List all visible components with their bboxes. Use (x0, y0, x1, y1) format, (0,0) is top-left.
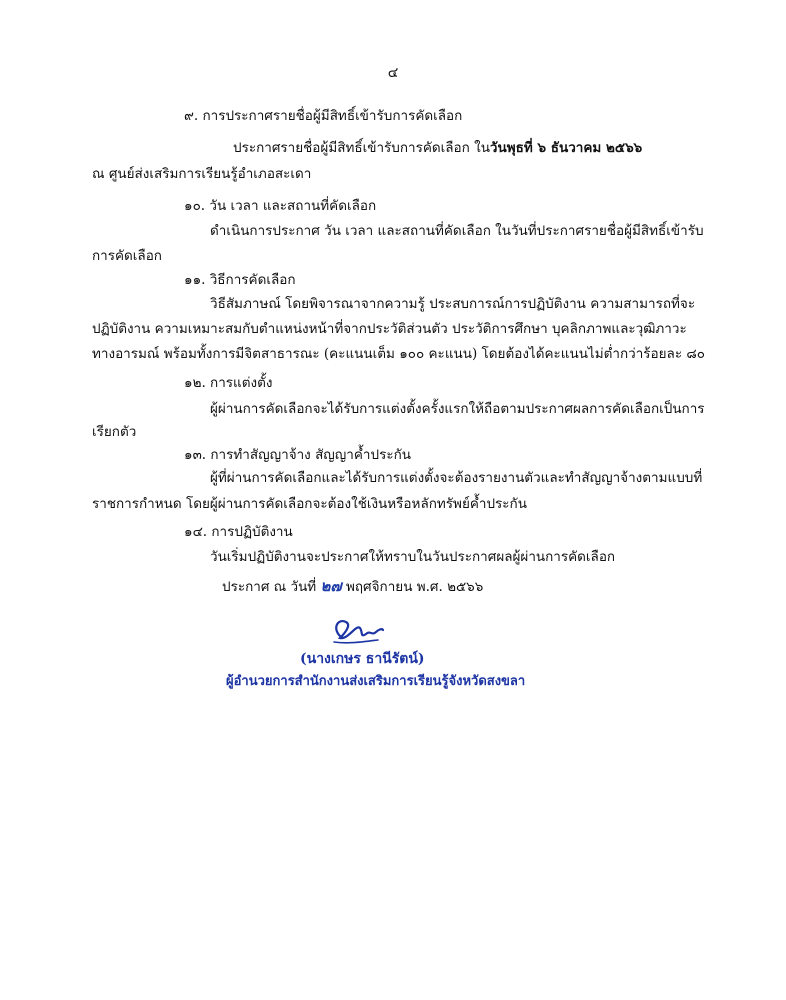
section-9-date: วันพุธที่ ๖ ธันวาคม ๒๕๖๖ (489, 140, 643, 156)
section-11-line-2: ปฏิบัติงาน ความเหมาะสมกับตำแหน่งหน้าที่จากประวัติส่วนตัว ประวัติการศึกษา บุคลิกภาพและวุฒิภาวะ (92, 321, 687, 337)
section-9-line-1-text: ประกาศรายชื่อผู้มีสิทธิ์เข้ารับการคัดเลือก ใน (233, 140, 490, 156)
announcement-day-handwritten: ๒๗ (320, 577, 342, 595)
section-9-line-2: ณ ศูนย์ส่งเสริมการเรียนรู้อำเภอสะเดา (92, 166, 312, 182)
section-14-heading: ๑๔. การปฏิบัติงาน (184, 524, 293, 540)
signer-title: ผู้อำนวยการสำนักงานส่งเสริมการเรียนรู้จังหวัดสงขลา (226, 674, 526, 689)
section-11-line-1: วิธีสัมภาษณ์ โดยพิจารณาจากความรู้ ประสบการณ์การปฏิบัติงาน ความสามารถที่จะ (210, 296, 696, 312)
section-10-heading: ๑๐. วัน เวลา และสถานที่คัดเลือก (184, 198, 377, 214)
section-12-heading: ๑๒. การแต่งตั้ง (184, 375, 273, 391)
section-12-line-1: ผู้ผ่านการคัดเลือกจะได้รับการแต่งตั้งครั้งแรกให้ถือตามประกาศผลการคัดเลือกเป็นการ (210, 401, 705, 417)
signer-name: (นางเกษร ธานีรัตน์) (300, 651, 425, 667)
section-13-line-2: ราชการกำหนด โดยผู้ผ่านการคัดเลือกจะต้องใช้เงินหรือหลักทรัพย์ค้ำประกัน (92, 496, 527, 512)
section-10-line-1: ดำเนินการประกาศ วัน เวลา และสถานที่คัดเลือก ในวันที่ประกาศรายชื่อผู้มีสิทธิ์เข้ารับ (210, 223, 704, 239)
announcement-date-line (222, 576, 483, 597)
announcement-prefix: ประกาศ ณ วันที่ (222, 579, 317, 595)
section-14-line-1: วันเริ่มปฏิบัติงานจะประกาศให้ทราบในวันประกาศผลผู้ผ่านการคัดเลือก (210, 549, 616, 565)
page-number: ๔ (387, 65, 399, 81)
section-12-line-2: เรียกตัว (92, 424, 137, 440)
handwritten-signature (330, 614, 384, 648)
section-10-line-2: การคัดเลือก (92, 248, 162, 264)
section-13-line-1: ผู้ที่ผ่านการคัดเลือกและได้รับการแต่งตั้งจะต้องรายงานตัวและทำสัญญาจ้างตามแบบที่ (210, 470, 703, 486)
section-11-heading: ๑๑. วิธีการคัดเลือก (184, 272, 296, 288)
section-9-line-1 (233, 138, 642, 158)
section-9-heading: ๙. การประกาศรายชื่อผู้มีสิทธิ์เข้ารับการคัดเลือก (184, 108, 463, 124)
section-13-heading: ๑๓. การทำสัญญาจ้าง สัญญาค้ำประกัน (184, 447, 411, 463)
section-11-line-3: ทางอารมณ์ พร้อมทั้งการมีจิตสาธารณะ (คะแนนเต็ม ๑๐๐ คะแนน) โดยต้องได้คะแนนไม่ต่ำกว่าร้อยละ ๘๐ (92, 346, 706, 362)
announcement-month-year: พฤศจิกายน พ.ศ. ๒๕๖๖ (345, 579, 484, 595)
